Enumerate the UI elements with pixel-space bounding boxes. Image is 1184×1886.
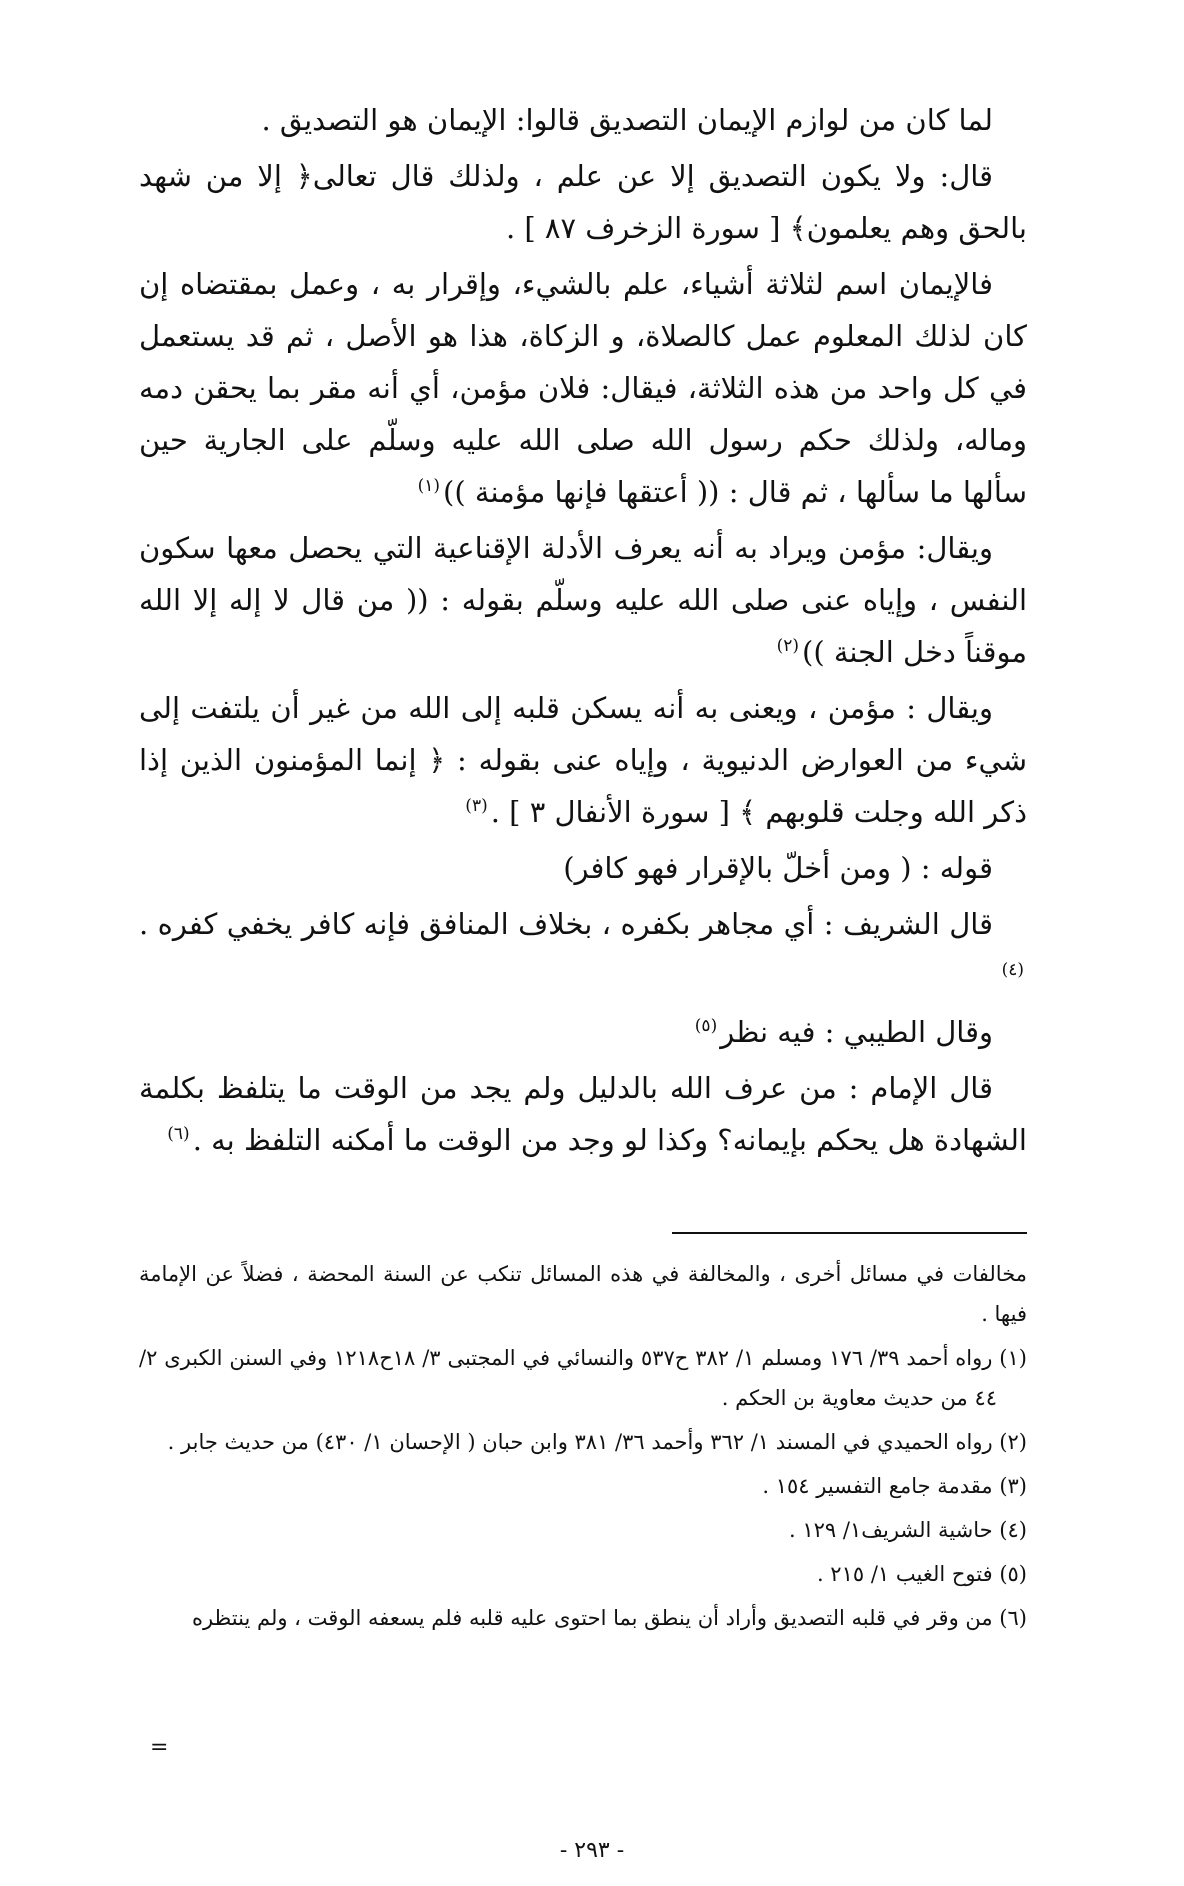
footnote-ref-6: (٦) (167, 1124, 190, 1145)
paragraph-3: فالإيمان اسم لثلاثة أشياء، علم بالشيء، وإقرار به ، وعمل بمقتضاه إن كان لذلك المعلوم عمل كالصلاة، و الزكاة، هذا هو الأصل ، ثم قد يستعمل في كل واحد من هذه الثلاثة، فيقال: فلان مؤمن، أي أنه مقر بما يحقن دمه وماله، ولذلك حكم رسول الله صلى الله عليه وسلّم على الجارية حين سألها ما سألها ، ثم قال : (( أعتقها فإنها مؤمنة ))$^{(١)}$ (139, 267, 1027, 509)
main-text (139, 94, 1027, 1170)
footnote-ref-4: (٤) (1001, 960, 1024, 981)
continuation-mark: = (150, 1735, 169, 1760)
footnote-continuation: مخالفات في مسائل أخرى ، والمخالفة في هذه المسائل تنكب عن السنة المحضة ، فضلاً عن الإمامة فيها . (139, 1262, 1027, 1326)
paragraph-1: لما كان من لوازم الإيمان التصديق قالوا: الإيمان هو التصديق . (261, 103, 993, 137)
paragraph-6: قوله : ( ومن أخلّ بالإقرار فهو كافر) (563, 851, 993, 885)
footnote-ref-2: (٢) (776, 636, 800, 657)
paragraph-4: ويقال: مؤمن ويراد به أنه يعرف الأدلة الإقناعية التي يحصل معها سكون النفس ، وإياه عنى صلى الله عليه وسلّم بقوله : (( من قال لا إله إلا الله موقناً دخل الجنة ))$^{(٢)}$ (139, 531, 1027, 669)
footnote-3: (٣) مقدمة جامع التفسير ١٥٤ . (762, 1474, 1027, 1498)
paragraph-8: وقال الطيبي : فيه نظر$^{(٥)}$ (694, 1015, 993, 1049)
footnote-2: (٢) رواه الحميدي في المسند ١/ ٣٦٢ وأحمد ٣٦/ ٣٨١ وابن حبان ( الإحسان ١/ ٤٣٠) من حديث جابر . (167, 1430, 1027, 1454)
footnote-6: (٦) من وقر في قلبه التصديق وأراد أن ينطق بما احتوى عليه قلبه فلم يسعفه الوقت ، ولم ينتظره (191, 1606, 1027, 1630)
footnote-ref-5: (٥) (694, 1016, 718, 1037)
paragraph-9: قال الإمام : من عرف الله بالدليل ولم يجد من الوقت ما يتلفظ بكلمة الشهادة هل يحكم بإيمانه؟ وكذا لو وجد من الوقت ما أمكنه التلفظ به .$^{(٦)}$ (139, 1071, 1027, 1157)
footnote-5: (٥) فتوح الغيب ١/ ٢١٥ . (816, 1562, 1027, 1586)
paragraph-2: قال: ولا يكون التصديق إلا عن علم ، ولذلك قال تعالى﴿ إلا من شهد بالحق وهم يعلمون﴾ [ سورة الزخرف ٨٧ ] . (139, 159, 1027, 245)
footnotes (139, 1254, 1027, 1642)
footnote-4: (٤) حاشية الشريف١/ ١٢٩ . (789, 1518, 1027, 1542)
footnote-ref-3: (٣) (465, 796, 488, 817)
footnote-ref-1: (١) (417, 476, 441, 497)
page-number: - ٢٩٣ - (559, 1838, 625, 1863)
paragraph-7: قال الشريف : أي مجاهر بكفره ، بخلاف المنافق فإنه كافر يخفي كفره .$^{(٤)}$ (139, 907, 1024, 981)
footnote-1: (١) رواه أحمد ٣٩/ ١٧٦ ومسلم ١/ ٣٨٢ ح٥٣٧ والنسائي في المجتبى ٣/ ١٨ح١٢١٨ وفي السنن الكبرى ٢/ ٤٤ من حديث معاوية بن الحكم . (139, 1346, 1027, 1410)
footnote-separator (672, 1232, 1027, 1234)
paragraph-5: ويقال : مؤمن ، ويعنى به أنه يسكن قلبه إلى الله من غير أن يلتفت إلى شيء من العوارض الدنيوية ، وإياه عنى بقوله : ﴿ إنما المؤمنون الذين إذا ذكر الله وجلت قلوبهم ﴾ [ سورة الأنفال ٣ ] .$^{(٣)}$ (139, 691, 1027, 829)
